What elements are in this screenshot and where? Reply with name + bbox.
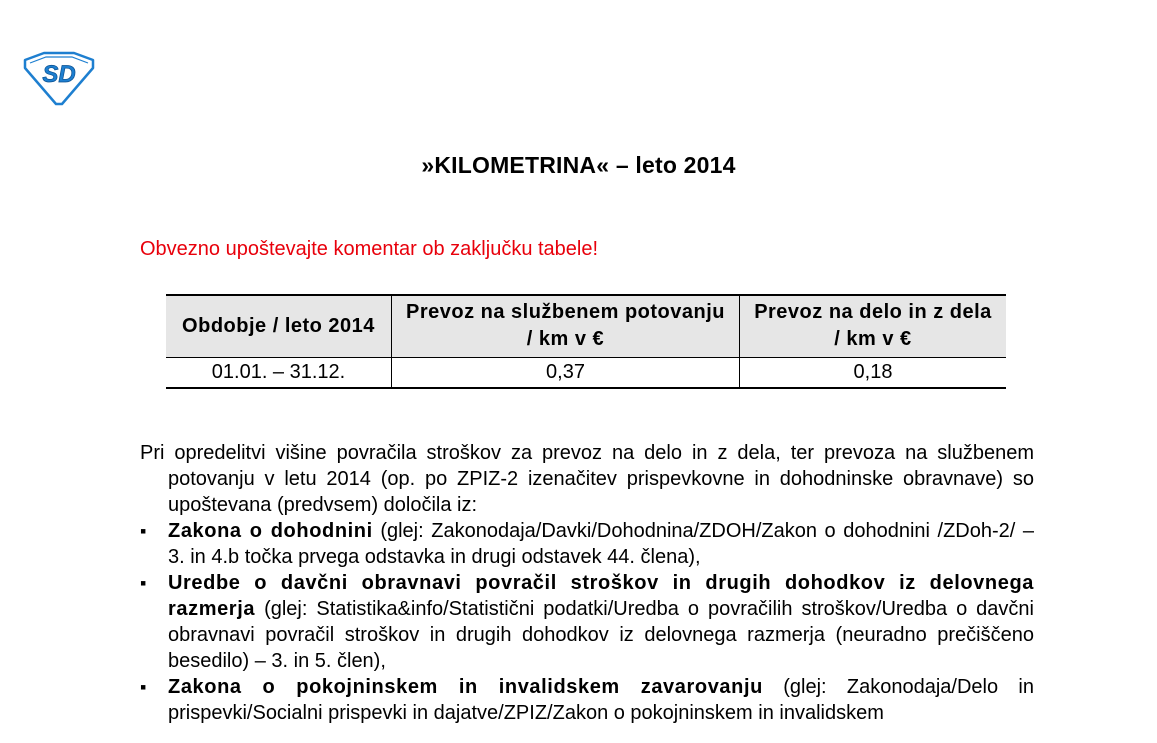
table-row <box>166 358 1006 389</box>
list-item <box>140 570 1034 674</box>
column-header-business-trip: Prevoz na službenem potovanju / km v € <box>392 295 740 358</box>
bullet-icon: ▪ <box>140 573 147 593</box>
bullet-icon: ▪ <box>140 677 147 697</box>
table-header-row <box>166 295 1006 358</box>
cell-period: 01.01. – 31.12. <box>166 358 392 389</box>
column-header-commute: Prevoz na delo in z dela / km v € <box>740 295 1007 358</box>
column-header-period: Obdobje / leto 2014 <box>166 295 392 358</box>
company-logo <box>22 50 96 106</box>
list-item-text: (glej: Zakonodaja/Delo in prispevki/Socialni prispevki in dajatve/ZPIZ/Zakon o pokojninskem in invalidskem <box>168 676 1034 724</box>
list-item-title: Zakona o pokojninskem in invalidskem zavarovanju <box>168 676 763 698</box>
list-item <box>140 674 1034 726</box>
list-item-text: (glej: Statistika&info/Statistični podatki/Uredba o povračilih stroškov/Uredba o davčni obravnavi povračil stroškov in drugih dohodkov iz delovnega razmerja (neuradno prečiščeno besedilo) – 3. in 5. člen), <box>168 598 1034 672</box>
list-item-title: Uredbe o davčni obravnavi povračil stroškov in drugih dohodkov iz delovnega razmerja <box>168 572 1034 620</box>
legal-sources-list <box>140 518 1034 726</box>
list-item-text: (glej: Zakonodaja/Davki/Dohodnina/ZDOH/Zakon o dohodnini /ZDoh-2/ – 3. in 4.b točka prvega odstavka in drugi odstavek 44. člena), <box>168 520 1034 568</box>
logo-initials: SD <box>42 61 76 88</box>
body-text <box>140 440 1034 726</box>
intro-paragraph: Pri opredelitvi višine povračila stroškov za prevoz na delo in z dela, ter prevoza na službenem potovanju v letu 2014 (op. po ZPIZ-2 izenačitev prispevkovne in dohodninske obravnave) so upoštevana (predvsem) določila iz: <box>140 442 1034 516</box>
page-title: »KILOMETRINA« – leto 2014 <box>421 152 736 178</box>
cell-business-trip-rate: 0,37 <box>392 358 740 389</box>
cell-commute-rate: 0,18 <box>740 358 1007 389</box>
list-item <box>140 518 1034 570</box>
mileage-table <box>166 294 1006 389</box>
list-item-title: Zakona o dohodnini <box>168 520 373 542</box>
bullet-icon: ▪ <box>140 521 147 541</box>
warning-note: Obvezno upoštevajte komentar ob zaključku tabele! <box>140 238 599 260</box>
